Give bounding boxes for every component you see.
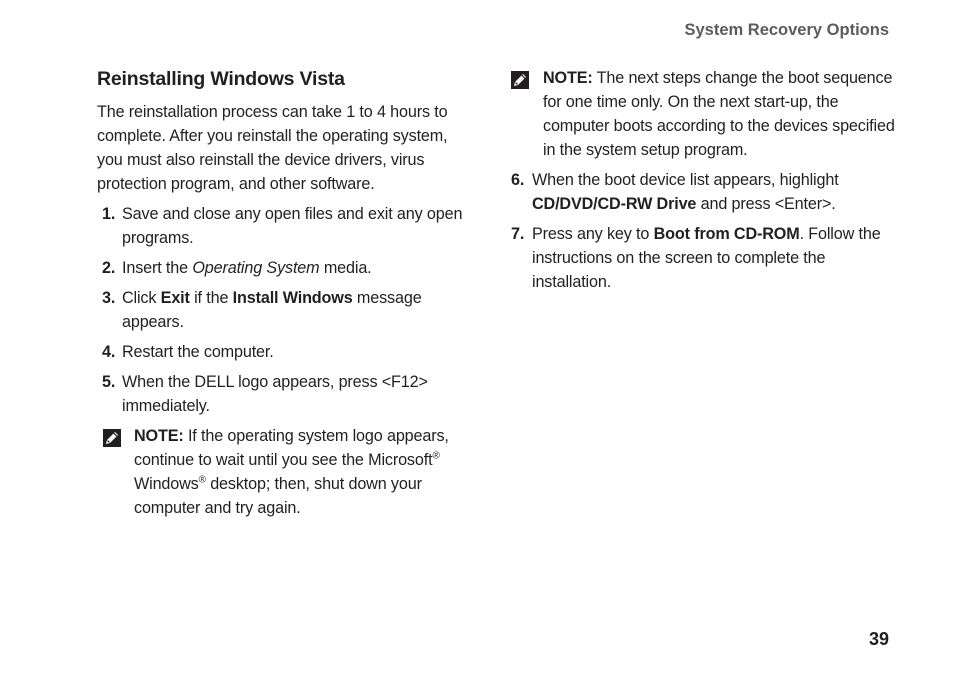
step-text: and press <Enter>. — [696, 195, 836, 213]
step-6 — [510, 168, 900, 216]
step-number: 4. — [102, 343, 116, 361]
step-text: if the — [189, 289, 233, 307]
step-text: media. — [319, 259, 372, 277]
step-4 — [97, 340, 475, 364]
note-text: desktop; then, shut down your computer and try again. — [134, 475, 422, 517]
step-3 — [97, 286, 475, 334]
step-text: When the boot device list appears, highlight — [532, 171, 839, 189]
step-text: Save and close any open files and exit any open programs. — [122, 205, 463, 247]
step-7 — [510, 222, 900, 294]
registered-mark: ® — [432, 450, 440, 462]
step-text: When the DELL logo appears, press <F12> immediately. — [122, 373, 428, 415]
step-text: Press any key to — [532, 225, 654, 243]
step-emphasis: Operating System — [192, 259, 320, 277]
step-text: Restart the computer. — [122, 343, 274, 361]
running-header: System Recovery Options — [684, 21, 889, 39]
step-1 — [97, 202, 475, 250]
note-text: Windows — [134, 475, 199, 493]
registered-mark: ® — [198, 474, 206, 486]
step-number: 5. — [102, 373, 116, 391]
step-text: Insert the — [122, 259, 193, 277]
step-number: 6. — [511, 171, 525, 189]
step-number: 3. — [102, 289, 116, 307]
step-bold: Boot from CD-ROM — [653, 225, 800, 243]
note-block — [510, 66, 900, 162]
step-number: 2. — [102, 259, 116, 277]
note-text: If the operating system logo appears, continue to wait until you see the Microsoft — [134, 427, 449, 469]
pencil-note-icon — [510, 70, 530, 90]
page-number: 39 — [868, 629, 889, 649]
step-text: Click — [122, 289, 161, 307]
note-block — [97, 424, 475, 520]
note-label: NOTE: — [543, 69, 593, 87]
note-text: The next steps change the boot sequence for one time only. On the next start-up, the computer boots according to the devices specified in the system setup program. — [543, 69, 895, 159]
step-text: . Follow the instructions on the screen to complete the installation. — [532, 225, 881, 291]
step-number: 1. — [102, 205, 116, 223]
intro-paragraph: The reinstallation process can take 1 to 4 hours to complete. After you reinstall the operating system, you must also reinstall the device drivers, virus protection program, and other software. — [97, 103, 448, 193]
step-2 — [97, 256, 475, 280]
step-text: message appears. — [122, 289, 422, 331]
step-5 — [97, 370, 475, 418]
step-bold: Install Windows — [232, 289, 353, 307]
steps-list — [97, 202, 475, 418]
note-label: NOTE: — [134, 427, 184, 445]
section-heading: Reinstalling Windows Vista — [97, 68, 345, 90]
steps-list — [510, 168, 900, 294]
step-bold: Exit — [160, 289, 190, 307]
step-number: 7. — [511, 225, 525, 243]
pencil-note-icon — [102, 428, 122, 448]
step-bold: CD/DVD/CD-RW Drive — [532, 195, 697, 213]
